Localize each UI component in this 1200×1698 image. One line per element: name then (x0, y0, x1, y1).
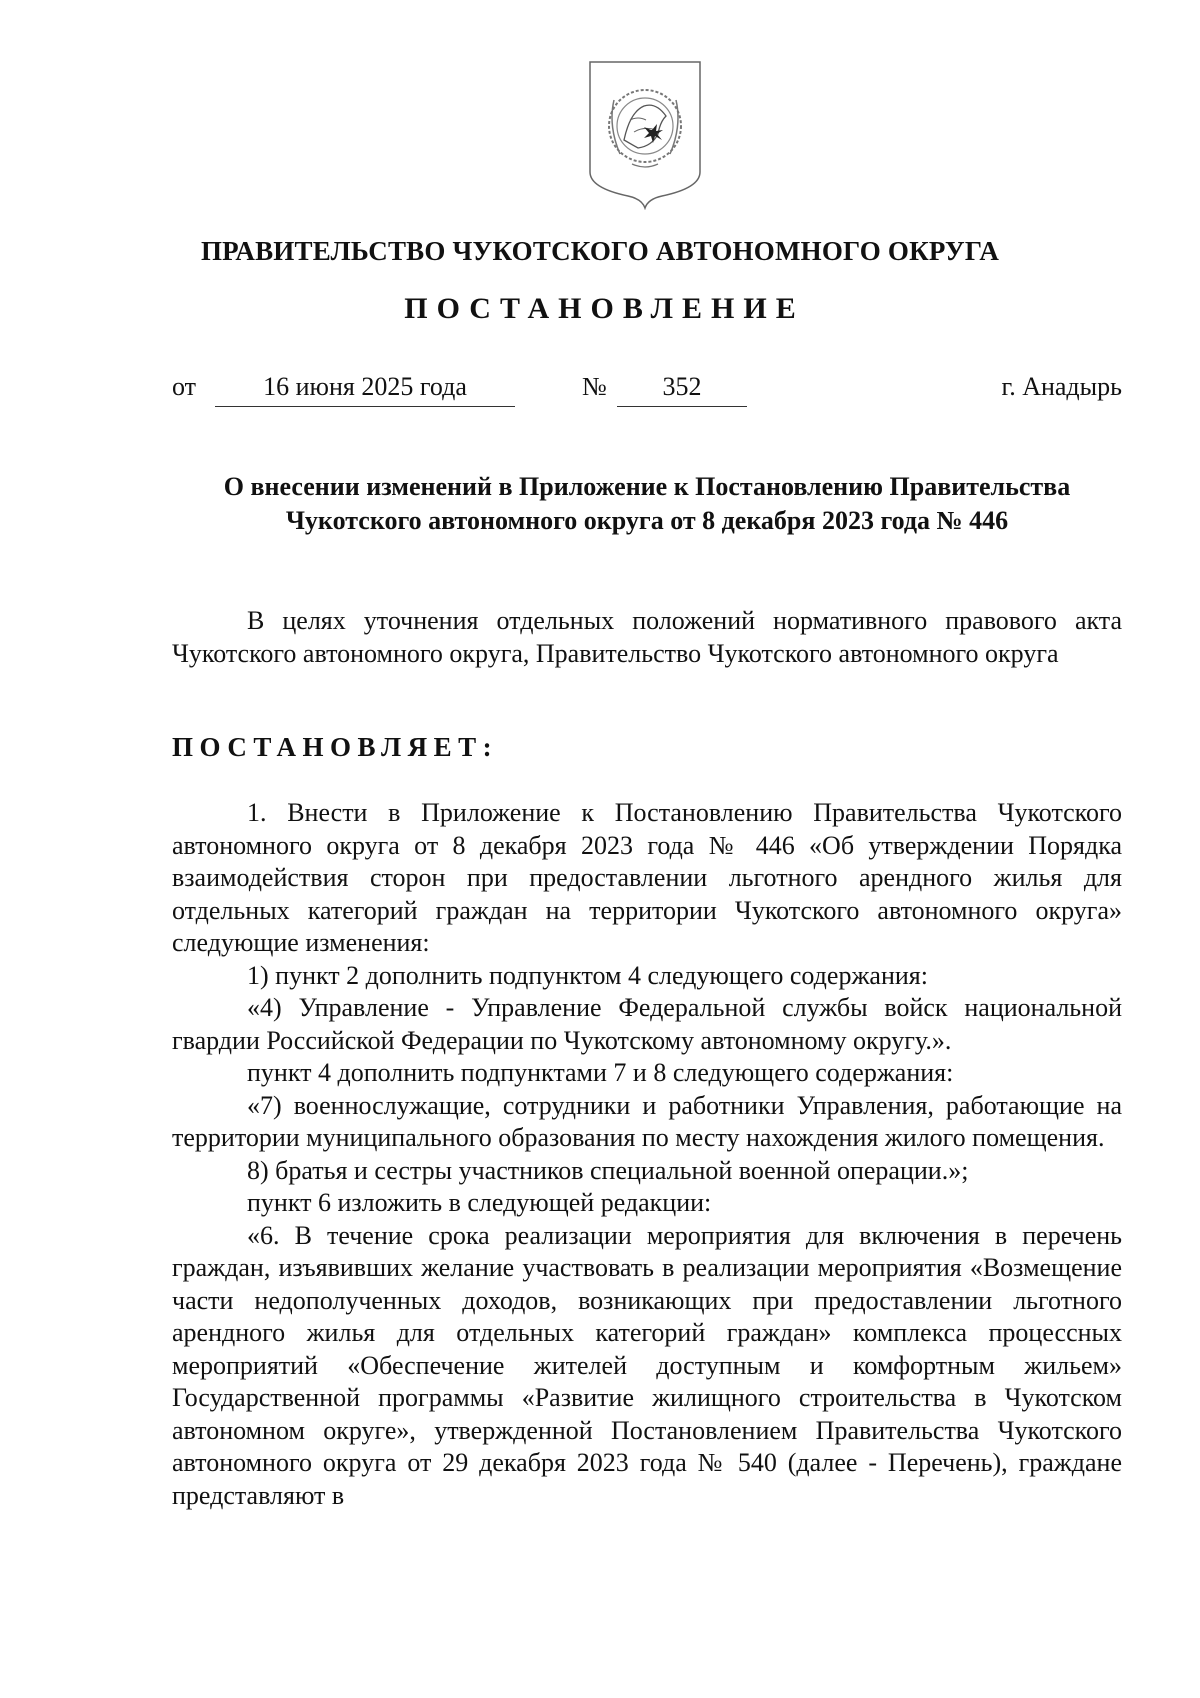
intro-section (172, 605, 1122, 670)
document-kind-title: ПОСТАНОВЛЕНИЕ (404, 292, 805, 325)
document-date: 16 июня 2025 года (215, 372, 515, 407)
document-meta-row (0, 372, 1200, 412)
number-label: № (582, 372, 607, 401)
body-paragraph: пункт 4 дополнить подпунктами 7 и 8 следующего содержания: (247, 1058, 954, 1087)
body-paragraph: «7) военнослужащие, сотрудники и работники Управления, работающие на территории муниципального образования по месту нахождения жилого помещения. (172, 1090, 1122, 1152)
chukotka-coat-of-arms-icon (586, 60, 704, 210)
decree-body (172, 797, 1122, 1512)
date-label: от (172, 372, 197, 401)
subject-line: О внесении изменений в Приложение к Постановлению Правительства (223, 472, 1071, 501)
document-number: 352 (617, 372, 747, 407)
decree-heading: ПОСТАНОВЛЯЕТ: (172, 732, 499, 762)
government-title: ПРАВИТЕЛЬСТВО ЧУКОТСКОГО АВТОНОМНОГО ОКРУГА (200, 236, 1000, 266)
body-paragraph: 1) пункт 2 дополнить подпунктом 4 следующего содержания: (247, 960, 928, 990)
body-paragraph: пункт 6 изложить в следующей редакции: (247, 1188, 712, 1217)
body-paragraph: «4) Управление - Управление Федеральной службы войск национальной гвардии Российской Федерации по Чукотскому автономному округу.». (172, 993, 1122, 1055)
body-paragraph: 8) братья и сестры участников специальной военной операции.»; (247, 1155, 969, 1185)
body-paragraph: 1. Внести в Приложение к Постановлению Правительства Чукотского автономного округа от 8 декабря 2023 года № 446 «Об утверждении Порядка взаимодействия сторон при предоставлении льготного арендного жилья для отдельных категорий граждан на территории Чукотского автономного округа» следующие изменения: (172, 798, 1122, 957)
body-paragraph: «6. В течение срока реализации мероприятия для включения в перечень граждан, изъявивших желание участвовать в реализации мероприятия «Возмещение части недополученных доходов, возникающих при предоставлении льготного арендного жилья для отдельных категорий граждан» комплекса процессных мероприятий «Обеспечение жителей доступным и комфортным жильем» Государственной программы «Развитие жилищного строительства в Чукотском автономном округе», утвержденной Постановлением Правительства Чукотского автономного округа от 29 декабря 2023 года № 540 (далее - Перечень), граждане представляют в (172, 1220, 1122, 1510)
document-city: г. Анадырь (1001, 372, 1122, 401)
document-subject (172, 470, 1122, 538)
subject-line: Чукотского автономного округа от 8 декабря 2023 года № 446 (285, 506, 1009, 535)
intro-paragraph: В целях уточнения отдельных положений нормативного правового акта Чукотского автономного округа, Правительство Чукотского автономного округа (172, 606, 1122, 668)
